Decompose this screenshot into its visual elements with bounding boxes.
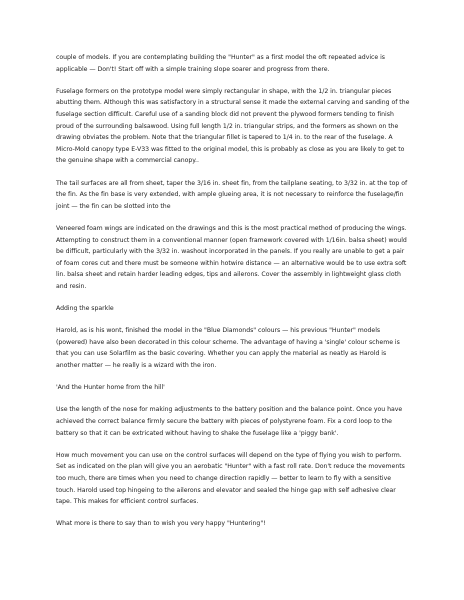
article-body: [56, 52, 412, 541]
paragraph-battery-balance: Use the length of the nose for making adjustments to the battery position and the balance point. Once you have achieved the correct balance firmly secure the battery with pieces of polystyrene foam. Fix a cord loop to the battery so that it can be extricated without having to shake the fuselage like a 'piggy bank'.: [56, 406, 403, 437]
paragraph-tail-surfaces: The tail surfaces are all from sheet, taper the 3/16 in. sheet fin, from the tailplane seating, to 3/32 in. at the top of the fin. As the fin base is very extended, with ample glueing area, it is not necessary to reinforce the fuselage/fin joint — the fin can be slotted into the: [56, 179, 408, 210]
paragraph-colour-scheme: Harold, as is his wont, finished the model in the "Blue Diamonds" colours — his previous "Hunter" models (powered) have also been decorated in this colour scheme. The advantage of having a 'single' colour scheme is that you can use Solarfilm as the basic covering. Whether you can apply the material as neatly as Harold is another matter — he really is a wizard with the iron.: [56, 327, 400, 370]
paragraph-veneered-wings: Veneered foam wings are indicated on the drawings and this is the most practical method of producing the wings. Attempting to construct them in a conventional manner (open framework covered with 1/16in. balsa sheet) would be difficult, particularly with the 3/32 in. washout incorporated in the panels. If you really are unable to get a pair of foam cores cut and there must be someone within hotwire distance — an alternative would be to use extra soft lin. balsa sheet and retain harder leading edges, tips and ailerons. Cover the assembly in lightweight glass cloth and resin.: [56, 224, 407, 290]
section-heading-adding-sparkle: Adding the sparkle: [56, 305, 114, 313]
paragraph-control-surfaces: How much movement you can use on the control surfaces will depend on the type of flying you wish to perform. Set as indicated on the plan will give you an aerobatic "Hunter" with a fast roll rate. Don't reduce the movements too much, there are times when you need to change direction rapidly — better to learn to fly with a sensitive touch. Harold used top hingeing to the ailerons and elevator and sealed the hinge gap with self adhesive clear tape. This makes for efficient control surfaces.: [56, 451, 405, 506]
paragraph-continuation: couple of models. If you are contemplating building the "Hunter" as a first model the oft repeated advice is applicable — Don't! Start off with a simple training slope soarer and progress from there.: [56, 54, 385, 73]
section-heading-hunter-home: 'And the Hunter home from the hill': [56, 384, 165, 392]
paragraph-closing: What more is there to say than to wish you very happy "Huntering"!: [56, 520, 266, 528]
paragraph-fuselage-formers: Fuselage formers on the prototype model were simply rectangular in shape, with the 1/2 in. triangular pieces abutting them. Although this was satisfactory in a structural sense it made the external carving and sanding of the fuselage section difficult. Careful use of a sanding block did not prevent the plywood formers tending to finish proud of the surrounding balsawood. Using full length 1/2 in. triangular strips, and the formers as shown on the drawing obviates the problem. Note that the triangular fillet is tapered to 1/4 in. to the rear of the fuselage. A Micro-Mold canopy type E-V33 was fitted to the original model, this is probably as close as you are likely to get to the genuine shape with a commercial canopy..: [56, 87, 410, 165]
